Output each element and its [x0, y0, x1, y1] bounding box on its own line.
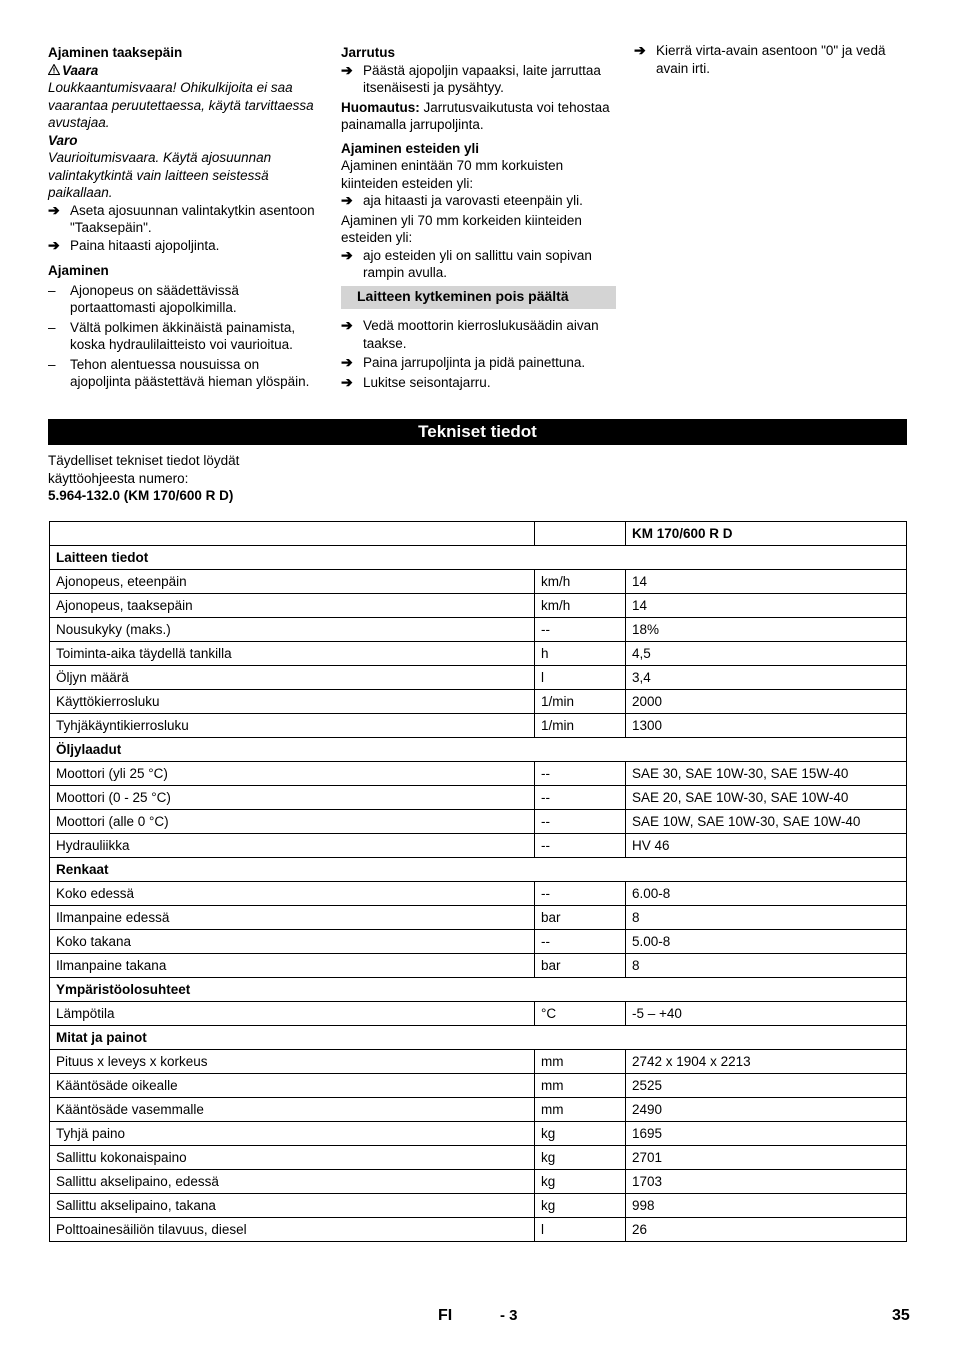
step: ➔ aja hitaasti ja varovasti eteenpäin yli.	[341, 192, 583, 208]
obstacle-text-1: Ajaminen enintään 70 mm korkuisten kiinteiden esteiden yli:	[341, 158, 564, 191]
section-title: Öljylaadut	[50, 738, 907, 762]
row-unit: km/h	[535, 570, 626, 594]
row-value: SAE 30, SAE 10W-30, SAE 15W-40	[626, 762, 907, 786]
row-unit: l	[535, 666, 626, 690]
row-value: 26	[626, 1218, 907, 1242]
row-label: Sallittu kokonaispaino	[50, 1146, 535, 1170]
step: ➔ Paina hitaasti ajopoljinta.	[48, 236, 220, 253]
row-value: 998	[626, 1194, 907, 1218]
arrow-right-icon: ➔	[341, 246, 353, 263]
obstacle-text-2: Ajaminen yli 70 mm korkeiden kiinteiden esteiden yli:	[341, 212, 582, 245]
row-label: Ilmanpaine takana	[50, 954, 535, 978]
row-unit: °C	[535, 1002, 626, 1026]
row-unit: km/h	[535, 594, 626, 618]
row-unit: mm	[535, 1098, 626, 1122]
table-row	[50, 1194, 907, 1218]
row-label: Koko takana	[50, 930, 535, 954]
table-row	[50, 834, 907, 858]
step: ➔ Aseta ajosuunnan valintakytkin asentoon "Taaksepäin".	[48, 201, 315, 235]
row-value: 14	[626, 570, 907, 594]
row-unit: kg	[535, 1194, 626, 1218]
row-unit: --	[535, 882, 626, 906]
row-unit: --	[535, 618, 626, 642]
section-row	[50, 978, 907, 1002]
row-value: 8	[626, 906, 907, 930]
column-reverse-driving	[48, 44, 323, 391]
row-value: HV 46	[626, 834, 907, 858]
table-row	[50, 642, 907, 666]
step: ➔ Kierrä virta-avain asentoon "0" ja vedä avain irti.	[634, 42, 886, 76]
footer-lang: FI	[438, 1307, 453, 1324]
table-row	[50, 930, 907, 954]
arrow-right-icon: ➔	[48, 201, 60, 218]
header-empty-cell	[535, 522, 626, 546]
table-row	[50, 594, 907, 618]
step: ➔ Vedä moottorin kierroslukusäädin aivan taakse.	[341, 317, 599, 351]
dash-bullet: –	[48, 282, 56, 298]
row-value: 4,5	[626, 642, 907, 666]
table-row	[50, 1002, 907, 1026]
row-unit: --	[535, 786, 626, 810]
row-unit: 1/min	[535, 714, 626, 738]
table-row	[50, 786, 907, 810]
shutdown-title: Laitteen kytkeminen pois päältä	[341, 286, 616, 310]
step: ➔ Paina jarrupoljinta ja pidä painettuna.	[341, 354, 586, 370]
row-label: Ilmanpaine edessä	[50, 906, 535, 930]
note-label: Huomautus:	[341, 99, 420, 115]
row-unit: l	[535, 1218, 626, 1242]
row-value: 5.00-8	[626, 930, 907, 954]
tech-intro-text: Täydelliset tekniset tiedot löydät käyttöohjeesta numero:	[48, 453, 240, 486]
footer-section: - 3	[500, 1307, 518, 1324]
table-row	[50, 1074, 907, 1098]
dash-bullet: –	[48, 356, 56, 372]
row-label: Moottori (0 - 25 °C)	[50, 786, 535, 810]
row-unit: --	[535, 762, 626, 786]
row-unit: mm	[535, 1050, 626, 1074]
section-row	[50, 738, 907, 762]
arrow-right-icon: ➔	[634, 42, 646, 58]
dash-bullet: –	[48, 319, 56, 335]
row-label: Sallittu akselipaino, takana	[50, 1194, 535, 1218]
row-label: Moottori (yli 25 °C)	[50, 762, 535, 786]
section-row	[50, 1026, 907, 1050]
row-value: -5 – +40	[626, 1002, 907, 1026]
step: ➔ Lukitse seisontajarru.	[341, 373, 491, 390]
row-value: 2000	[626, 690, 907, 714]
row-label: Nousukyky (maks.)	[50, 618, 535, 642]
row-unit: bar	[535, 906, 626, 930]
column-braking	[341, 44, 616, 391]
table-row	[50, 618, 907, 642]
row-unit: --	[535, 810, 626, 834]
arrow-right-icon: ➔	[341, 192, 353, 208]
arrow-right-icon: ➔	[341, 61, 353, 78]
row-unit: kg	[535, 1170, 626, 1194]
row-label: Hydrauliikka	[50, 834, 535, 858]
row-label: Lämpötila	[50, 1002, 535, 1026]
row-value: SAE 20, SAE 10W-30, SAE 10W-40	[626, 786, 907, 810]
table-row	[50, 1050, 907, 1074]
row-unit: 1/min	[535, 690, 626, 714]
table-header-row	[50, 522, 907, 546]
table-row	[50, 954, 907, 978]
row-value: 2490	[626, 1098, 907, 1122]
row-value: 18%	[626, 618, 907, 642]
table-row	[50, 1146, 907, 1170]
table-row	[50, 1122, 907, 1146]
column-shutdown-cont	[634, 42, 909, 77]
danger-heading	[48, 62, 323, 80]
row-label: Kääntösäde vasemmalle	[50, 1098, 535, 1122]
row-value: 2525	[626, 1074, 907, 1098]
tech-intro	[48, 452, 328, 505]
section-title: Renkaat	[50, 858, 907, 882]
row-unit: --	[535, 834, 626, 858]
row-label: Ajonopeus, eteenpäin	[50, 570, 535, 594]
danger-label: Vaara	[62, 62, 99, 78]
obstacle-title: Ajaminen esteiden yli	[341, 140, 480, 156]
row-value: SAE 10W, SAE 10W-30, SAE 10W-40	[626, 810, 907, 834]
row-value: 1703	[626, 1170, 907, 1194]
row-value: 1300	[626, 714, 907, 738]
arrow-right-icon: ➔	[341, 317, 353, 333]
table-row	[50, 666, 907, 690]
caution-label: Varo	[48, 132, 78, 148]
section-title: Mitat ja painot	[50, 1026, 907, 1050]
note-text: Jarrutusvaikutusta voi tehostaa painamalla jarrupoljinta.	[341, 99, 610, 132]
header-empty-cell	[50, 522, 535, 546]
row-value: 3,4	[626, 666, 907, 690]
table-row	[50, 906, 907, 930]
table-row	[50, 690, 907, 714]
row-label: Tyhjä paino	[50, 1122, 535, 1146]
arrow-right-icon: ➔	[341, 373, 353, 390]
row-value: 1695	[626, 1122, 907, 1146]
row-label: Tyhjäkäyntikierrosluku	[50, 714, 535, 738]
section-title: Ympäristöolosuhteet	[50, 978, 907, 1002]
section-title: Laitteen tiedot	[50, 546, 907, 570]
section-title-bar: Tekniset tiedot	[48, 419, 907, 445]
row-value: 2742 x 1904 x 2213	[626, 1050, 907, 1074]
row-value: 6.00-8	[626, 882, 907, 906]
arrow-right-icon: ➔	[48, 236, 60, 253]
arrow-right-icon: ➔	[341, 354, 353, 370]
note	[341, 99, 616, 134]
row-unit: kg	[535, 1122, 626, 1146]
row-label: Pituus x leveys x korkeus	[50, 1050, 535, 1074]
step: ➔ Päästä ajopoljin vapaaksi, laite jarruttaa itsenäisesti ja pysähtyy.	[341, 61, 601, 95]
row-label: Sallittu akselipaino, edessä	[50, 1170, 535, 1194]
section-row	[50, 546, 907, 570]
table-row	[50, 570, 907, 594]
spec-table	[49, 521, 907, 1242]
row-label: Toiminta-aika täydellä tankilla	[50, 642, 535, 666]
row-label: Moottori (alle 0 °C)	[50, 810, 535, 834]
list-item: – Tehon alentuessa nousuissa on ajopoljinta päästettävä hieman ylöspäin.	[48, 356, 310, 389]
row-unit: h	[535, 642, 626, 666]
row-label: Polttoainesäiliön tilavuus, diesel	[50, 1218, 535, 1242]
table-row	[50, 882, 907, 906]
row-label: Kääntösäde oikealle	[50, 1074, 535, 1098]
table-row	[50, 1218, 907, 1242]
model-header: KM 170/600 R D	[626, 522, 907, 546]
row-value: 14	[626, 594, 907, 618]
row-unit: --	[535, 930, 626, 954]
row-unit: bar	[535, 954, 626, 978]
table-row	[50, 762, 907, 786]
warning-triangle-icon	[48, 62, 62, 80]
caution-text: Vaurioitumisvaara. Käytä ajosuunnan valintakytkintä vain laitteen seistessä paikallaan.	[48, 150, 272, 200]
driving-title: Ajaminen	[48, 263, 109, 278]
list-item: – Vältä polkimen äkkinäistä painamista, koska hydraulilaitteisto voi vaurioitua.	[48, 319, 296, 352]
row-unit: kg	[535, 1146, 626, 1170]
list-item: – Ajonopeus on säädettävissä portaattomasti ajopolkimilla.	[48, 282, 239, 315]
row-label: Ajonopeus, taaksepäin	[50, 594, 535, 618]
danger-text: Loukkaantumisvaara! Ohikulkijoita ei saa vaarantaa peruutettaessa, käytä tarvittaessa avustajaa.	[48, 80, 314, 130]
page-number: 35	[892, 1307, 910, 1324]
row-unit: mm	[535, 1074, 626, 1098]
row-label: Öljyn määrä	[50, 666, 535, 690]
table-row	[50, 1170, 907, 1194]
row-label: Käyttökierrosluku	[50, 690, 535, 714]
table-row	[50, 1098, 907, 1122]
row-value: 8	[626, 954, 907, 978]
section-row	[50, 858, 907, 882]
step: ➔ ajo esteiden yli on sallittu vain sopivan rampin avulla.	[341, 246, 592, 280]
doc-number: 5.964-132.0 (KM 170/600 R D)	[48, 488, 234, 503]
row-label: Koko edessä	[50, 882, 535, 906]
table-row	[50, 810, 907, 834]
table-row	[50, 714, 907, 738]
reverse-title: Ajaminen taaksepäin	[48, 45, 183, 60]
row-value: 2701	[626, 1146, 907, 1170]
brake-title: Jarrutus	[341, 45, 396, 60]
